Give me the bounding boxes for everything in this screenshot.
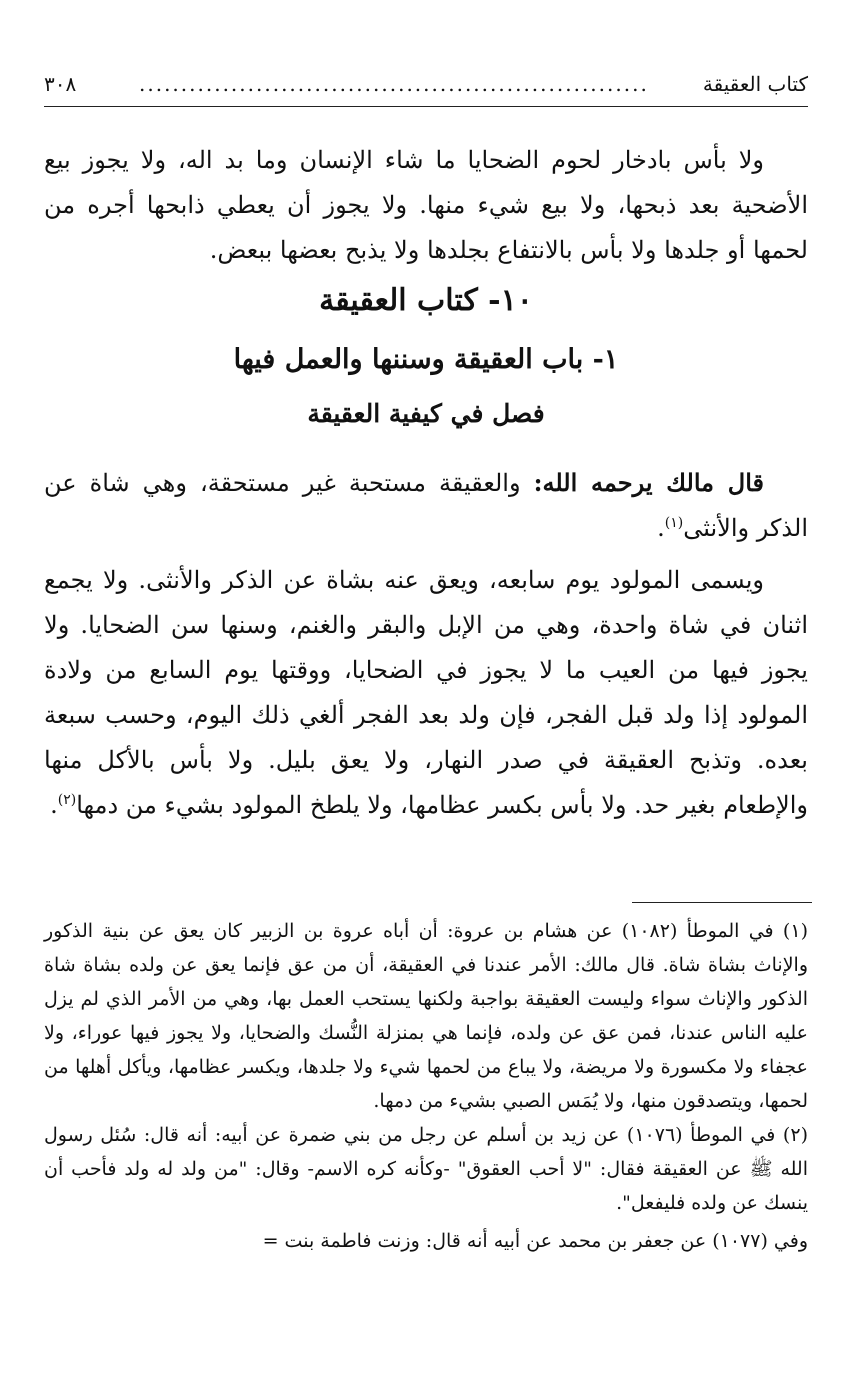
book-heading: ١٠- كتاب العقيقة: [319, 283, 533, 318]
footnote-separator: [632, 902, 812, 903]
footnote-1: (١) في الموطأ (١٠٨٢) عن هشام بن عروة: أن أباه عروة بن الزبير كان يعق عن بنية الذكور والإناث بشاة شاة. قال مالك: الأمر عندنا في العقيقة، أن من عق فإنما يعق عن ولده بشاة شاة الذكور والإناث سواء وليست العقيقة بواجبة ولكنها يستحب العمل بها، وهي من الأمر الذي لم يزل عليه الناس عندنا، فمن عق عن ولده، فإنما هي بمنزلة النُّسك والضحايا، ولا يجوز فيها عوراء، ولا عجفاء ولا مكسورة ولا مريضة، ولا يباع من لحمها شيء ولا جلدها، ويكسر عظامها، ويأكل أهلها من لحمها، ويتصدقون منها، ولا يُمَس الصبي بشيء من دمها.: [44, 920, 808, 1112]
intro-paragraph: ولا بأس بادخار لحوم الضحايا ما شاء الإنسان وما بد اله، ولا يجوز بيع الأضحية بعد ذبحها، ولا بيع شيء منها. ولا يجوز أن يعطي ذابحها أجره من لحمها أو جلدها ولا بأس بالانتفاع بجلدها ولا يذبح بعضها ببعض.: [44, 146, 808, 264]
running-header: [44, 70, 808, 107]
paragraph-end: .: [50, 791, 58, 819]
paragraph-lead: قال مالك يرحمه الله:: [533, 468, 764, 497]
footnote-ref-2: (٢): [57, 792, 77, 808]
footnote-2-continuation: وفي (١٠٧٧) عن جعفر بن محمد عن أبيه أنه قال: وزنت فاطمة بنت =: [262, 1230, 808, 1252]
footnote-ref-1: (١): [664, 515, 684, 531]
paragraph-end: .: [657, 514, 665, 542]
footnote-2: (٢) في الموطأ (١٠٧٦) عن زيد بن أسلم عن رجل من بني ضمرة عن أبيه: أنه قال: سُئل رسول الله ﷺ عن العقيقة فقال: "لا أحب العقوق" -وكأنه كره الاسم- وقال: "من ولد له ولد فأحب أن ينسك عن ولده فليفعل".: [44, 1124, 808, 1214]
footnotes: [44, 914, 808, 1258]
paragraph-text: ويسمى المولود يوم سابعه، ويعق عنه بشاة عن الذكر والأنثى. ولا يجمع اثنان في شاة واحدة، وهي من الإبل والبقر والغنم، وسنها سن الضحايا. ولا يجوز فيها من العيب ما لا يجوز في الضحايا، ووقتها يوم السابع من ولادة المولود إذا ولد قبل الفجر، فإن ولد بعد الفجر ألغي ذلك اليوم، وحسب سبعة بعده. وتذبح العقيقة في صدر النهار، ولا يعق بليل. ولا بأس بالأكل منها والإطعام بغير حد. ولا بأس بكسر عظامها، ولا يلطخ المولود بشيء من دمها: [44, 566, 808, 819]
paragraph-naming-rules: [44, 558, 808, 828]
paragraph-malik-saying: [44, 460, 808, 551]
paragraph-text: والعقيقة مستحبة غير مستحقة، وهي شاة عن الذكر والأنثى: [44, 469, 808, 542]
header-dot-leader: .............................................................: [139, 72, 649, 96]
chapter-heading: ١- باب العقيقة وسننها والعمل فيها: [233, 344, 619, 375]
header-title: كتاب العقيقة: [702, 72, 808, 96]
section-heading: فصل في كيفية العقيقة: [307, 399, 545, 428]
page-number: ٣٠٨: [44, 72, 77, 96]
